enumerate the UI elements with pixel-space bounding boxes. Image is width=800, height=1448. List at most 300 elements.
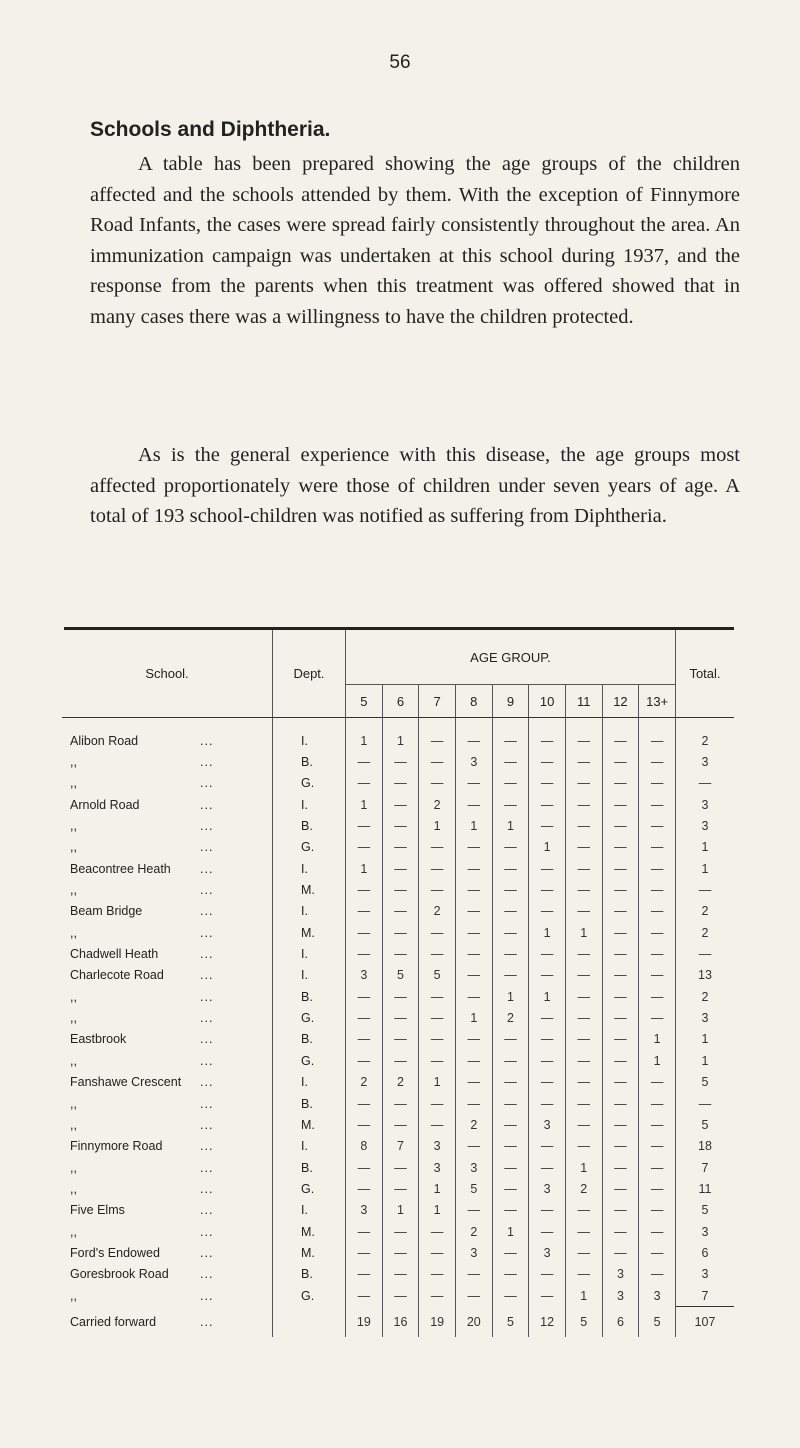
age-count-cell: — — [639, 1114, 676, 1135]
dept-cell: I. — [273, 1136, 346, 1157]
table-row — [62, 1050, 734, 1071]
dept-cell: I. — [273, 858, 346, 879]
leader-dots: ... — [200, 968, 214, 983]
age-count-cell: — — [492, 1050, 529, 1071]
age-count-cell: — — [419, 751, 456, 772]
leader-dots: ... — [200, 1160, 214, 1175]
age-count-cell: — — [455, 965, 492, 986]
age-count-cell: — — [346, 1050, 383, 1071]
footer-age-total-cell: 20 — [455, 1307, 492, 1338]
age-count-cell: — — [492, 1200, 529, 1221]
age-count-cell: — — [419, 1221, 456, 1242]
age-count-cell: — — [455, 986, 492, 1007]
age-count-cell: — — [639, 730, 676, 751]
age-count-cell: — — [346, 922, 383, 943]
footer-age-total-cell: 6 — [602, 1307, 639, 1338]
age-count-cell: 1 — [565, 1157, 602, 1178]
age-header-6: 11 — [565, 685, 602, 718]
age-count-cell: — — [529, 1136, 566, 1157]
page-number: 56 — [389, 52, 411, 73]
table-row — [62, 922, 734, 943]
total-cell: 13 — [676, 965, 735, 986]
age-count-cell: — — [602, 837, 639, 858]
age-count-cell: 1 — [419, 1178, 456, 1199]
leader-dots: ... — [200, 819, 214, 834]
age-count-cell: 1 — [346, 730, 383, 751]
footer-age-total-cell: 16 — [382, 1307, 419, 1338]
age-count-cell: — — [565, 1050, 602, 1071]
age-count-cell: — — [565, 1093, 602, 1114]
age-count-cell: — — [565, 1136, 602, 1157]
leader-dots: ... — [200, 1032, 214, 1047]
school-name: ,, — [70, 755, 77, 770]
table-row — [62, 1136, 734, 1157]
table-row — [62, 965, 734, 986]
diphtheria-table-container — [62, 627, 734, 1337]
age-count-cell: — — [419, 943, 456, 964]
age-count-cell: 2 — [492, 1007, 529, 1028]
school-name: ,, — [70, 1224, 77, 1239]
leader-dots: ... — [200, 755, 214, 770]
age-count-cell: — — [492, 1285, 529, 1307]
age-count-cell: — — [529, 751, 566, 772]
school-cell — [62, 730, 273, 751]
age-count-cell: — — [455, 922, 492, 943]
leader-dots: ... — [200, 1245, 214, 1260]
age-header-8: 13+ — [639, 685, 676, 718]
table-row — [62, 986, 734, 1007]
school-name: Beacontree Heath — [70, 861, 171, 876]
table-row — [62, 730, 734, 751]
age-count-cell: — — [602, 773, 639, 794]
age-count-cell: — — [639, 1157, 676, 1178]
age-count-cell: — — [382, 922, 419, 943]
age-count-cell: — — [602, 1050, 639, 1071]
age-count-cell: — — [639, 1200, 676, 1221]
age-count-cell: — — [346, 773, 383, 794]
leader-dots: ... — [200, 840, 214, 855]
age-count-cell: — — [602, 730, 639, 751]
age-count-cell: 3 — [455, 751, 492, 772]
total-cell: — — [676, 879, 735, 900]
dept-cell: B. — [273, 1093, 346, 1114]
school-name: Ford's Endowed — [70, 1245, 160, 1260]
age-count-cell: — — [639, 815, 676, 836]
age-count-cell: 3 — [455, 1242, 492, 1263]
footer-age-total-cell: 5 — [639, 1307, 676, 1338]
age-count-cell: 7 — [382, 1136, 419, 1157]
age-count-cell: — — [602, 751, 639, 772]
total-cell: 2 — [676, 986, 735, 1007]
age-count-cell: — — [602, 1136, 639, 1157]
age-count-cell: — — [455, 901, 492, 922]
age-count-cell: 1 — [639, 1050, 676, 1071]
age-count-cell: — — [639, 773, 676, 794]
age-count-cell: — — [419, 879, 456, 900]
footer-age-total-cell: 5 — [565, 1307, 602, 1338]
school-cell — [62, 1072, 273, 1093]
school-cell — [62, 1200, 273, 1221]
age-count-cell: — — [419, 837, 456, 858]
table-row — [62, 1264, 734, 1285]
age-count-cell: — — [565, 943, 602, 964]
age-count-cell: — — [455, 1264, 492, 1285]
age-count-cell: — — [346, 901, 383, 922]
age-count-cell: 1 — [455, 1007, 492, 1028]
age-count-cell: — — [346, 1221, 383, 1242]
section-heading: Schools and Diphtheria. — [90, 118, 331, 141]
age-count-cell: — — [565, 1007, 602, 1028]
age-count-cell: 1 — [419, 1200, 456, 1221]
age-count-cell: — — [529, 773, 566, 794]
age-count-cell: 3 — [602, 1264, 639, 1285]
age-count-cell: 1 — [565, 1285, 602, 1307]
school-cell — [62, 879, 273, 900]
dept-cell: B. — [273, 986, 346, 1007]
school-name: Chadwell Heath — [70, 947, 159, 962]
age-count-cell: 3 — [419, 1157, 456, 1178]
age-count-cell: 5 — [419, 965, 456, 986]
paragraph-1: A table has been prepared showing the age groups of the children affected and the schools attended by them. With the exception of Finnymore Road Infants, the cases were spread fairly consistently throughout the area. An immunization campaign was undertaken at this school during 1937, and the response from the parents when this treatment was offered showed that in many cases there was a willingness to have the children protected. — [90, 153, 740, 328]
age-count-cell: — — [382, 1242, 419, 1263]
school-cell — [62, 1029, 273, 1050]
total-cell: 3 — [676, 794, 735, 815]
age-count-cell: — — [492, 965, 529, 986]
age-count-cell: — — [346, 1264, 383, 1285]
table-row — [62, 773, 734, 794]
age-count-cell: — — [419, 1264, 456, 1285]
age-count-cell: — — [382, 837, 419, 858]
age-count-cell: 2 — [455, 1114, 492, 1135]
age-count-cell: — — [492, 879, 529, 900]
age-header-7: 12 — [602, 685, 639, 718]
age-count-cell: — — [455, 1093, 492, 1114]
school-cell — [62, 1136, 273, 1157]
school-cell — [62, 1050, 273, 1071]
school-name: Arnold Road — [70, 797, 140, 812]
age-count-cell: — — [382, 1285, 419, 1307]
leader-dots: ... — [200, 883, 214, 898]
age-count-cell: 3 — [346, 965, 383, 986]
age-count-cell: — — [492, 730, 529, 751]
age-count-cell: — — [602, 1007, 639, 1028]
school-name: ,, — [70, 776, 77, 791]
age-count-cell: — — [639, 879, 676, 900]
leader-dots: ... — [200, 989, 214, 1004]
age-count-cell: — — [455, 1072, 492, 1093]
age-count-cell: — — [346, 837, 383, 858]
table-row — [62, 815, 734, 836]
age-count-cell: — — [382, 815, 419, 836]
age-count-cell: — — [382, 879, 419, 900]
age-count-cell: — — [565, 794, 602, 815]
dept-cell: I. — [273, 1072, 346, 1093]
dept-cell: M. — [273, 1242, 346, 1263]
school-name: ,, — [70, 1053, 77, 1068]
age-count-cell: — — [529, 1050, 566, 1071]
age-count-cell: 1 — [639, 1029, 676, 1050]
age-count-cell: 1 — [492, 1221, 529, 1242]
age-count-cell: — — [346, 943, 383, 964]
age-count-cell: 1 — [419, 815, 456, 836]
age-count-cell: — — [529, 879, 566, 900]
age-count-cell: — — [492, 751, 529, 772]
dept-cell: G. — [273, 837, 346, 858]
leader-dots: ... — [200, 947, 214, 962]
age-count-cell: — — [529, 1200, 566, 1221]
age-count-cell: — — [639, 1221, 676, 1242]
total-cell: 1 — [676, 1050, 735, 1071]
total-cell: 3 — [676, 751, 735, 772]
table-row — [62, 1221, 734, 1242]
table-row — [62, 751, 734, 772]
age-count-cell: — — [419, 1007, 456, 1028]
age-count-cell: — — [492, 858, 529, 879]
age-count-cell: — — [382, 1114, 419, 1135]
age-count-cell: 3 — [639, 1285, 676, 1307]
age-count-cell: 3 — [455, 1157, 492, 1178]
total-cell: 11 — [676, 1178, 735, 1199]
age-count-cell: — — [419, 986, 456, 1007]
age-count-cell: 3 — [602, 1285, 639, 1307]
age-count-cell: — — [419, 1285, 456, 1307]
total-cell: 6 — [676, 1242, 735, 1263]
age-count-cell: — — [565, 858, 602, 879]
age-count-cell: — — [565, 837, 602, 858]
age-count-cell: — — [419, 1093, 456, 1114]
age-count-cell: — — [602, 901, 639, 922]
age-count-cell: — — [565, 1072, 602, 1093]
age-count-cell: — — [565, 773, 602, 794]
age-count-cell: — — [382, 1029, 419, 1050]
age-count-cell: — — [382, 1264, 419, 1285]
age-count-cell: — — [492, 943, 529, 964]
age-count-cell: — — [529, 1007, 566, 1028]
age-count-cell: — — [602, 965, 639, 986]
total-cell: 7 — [676, 1285, 735, 1307]
age-count-cell: — — [529, 858, 566, 879]
age-count-cell: — — [346, 1157, 383, 1178]
footer-age-total-cell: 19 — [346, 1307, 383, 1338]
age-count-cell: — — [492, 1157, 529, 1178]
age-count-cell: 1 — [492, 986, 529, 1007]
total-cell: 2 — [676, 730, 735, 751]
age-count-cell: 1 — [382, 1200, 419, 1221]
age-count-cell: — — [492, 1029, 529, 1050]
school-cell — [62, 1242, 273, 1263]
age-count-cell: — — [382, 1157, 419, 1178]
age-count-cell: — — [529, 1221, 566, 1242]
age-count-cell: — — [602, 1114, 639, 1135]
age-count-cell: 2 — [382, 1072, 419, 1093]
dept-cell: G. — [273, 1285, 346, 1307]
school-cell — [62, 1264, 273, 1285]
age-count-cell: 1 — [346, 858, 383, 879]
dept-cell: I. — [273, 943, 346, 964]
school-name: Alibon Road — [70, 733, 139, 748]
table-row — [62, 943, 734, 964]
total-column-header: Total. — [676, 630, 735, 718]
school-cell — [62, 751, 273, 772]
age-count-cell: — — [565, 1242, 602, 1263]
age-count-cell: — — [382, 986, 419, 1007]
age-count-cell: — — [455, 1285, 492, 1307]
age-count-cell: — — [602, 1200, 639, 1221]
footer-age-total-cell: 12 — [529, 1307, 566, 1338]
school-name: ,, — [70, 1160, 77, 1175]
dept-cell: G. — [273, 773, 346, 794]
total-cell: — — [676, 773, 735, 794]
school-name: Eastbrook — [70, 1032, 127, 1047]
school-name: ,, — [70, 1096, 77, 1111]
total-cell: — — [676, 1093, 735, 1114]
dept-cell: I. — [273, 965, 346, 986]
school-cell — [62, 1178, 273, 1199]
age-count-cell: — — [639, 858, 676, 879]
dept-cell: B. — [273, 1264, 346, 1285]
age-count-cell: 1 — [529, 986, 566, 1007]
school-name: ,, — [70, 883, 77, 898]
age-count-cell: — — [639, 1007, 676, 1028]
age-count-cell: — — [565, 751, 602, 772]
age-count-cell: — — [639, 1264, 676, 1285]
school-cell — [62, 986, 273, 1007]
age-count-cell: — — [492, 901, 529, 922]
school-cell — [62, 1157, 273, 1178]
age-count-cell: — — [565, 901, 602, 922]
age-count-cell: — — [455, 837, 492, 858]
school-cell — [62, 773, 273, 794]
dept-cell: M. — [273, 922, 346, 943]
age-count-cell: — — [346, 1285, 383, 1307]
age-count-cell: — — [602, 922, 639, 943]
age-count-cell: — — [492, 1264, 529, 1285]
age-count-cell: — — [529, 1072, 566, 1093]
age-count-cell: — — [419, 1114, 456, 1135]
age-count-cell: — — [602, 1178, 639, 1199]
age-count-cell: — — [639, 986, 676, 1007]
footer-age-total-cell: 5 — [492, 1307, 529, 1338]
age-count-cell: — — [565, 1114, 602, 1135]
paragraph-2: As is the general experience with this disease, the age groups most affected proportionately were those of children under seven years of age. A total of 193 school-children was notified as suffering from Diphtheria. — [90, 444, 740, 527]
total-cell: 5 — [676, 1200, 735, 1221]
age-count-cell: — — [565, 965, 602, 986]
age-count-cell: — — [602, 1093, 639, 1114]
table-row — [62, 879, 734, 900]
age-count-cell: — — [382, 1178, 419, 1199]
age-header-5: 10 — [529, 685, 566, 718]
age-count-cell: — — [455, 858, 492, 879]
age-count-cell: — — [346, 751, 383, 772]
leader-dots: ... — [200, 1117, 214, 1132]
age-count-cell: — — [639, 1178, 676, 1199]
leader-dots: ... — [200, 1267, 214, 1282]
table-row — [62, 1157, 734, 1178]
age-count-cell: — — [529, 1093, 566, 1114]
age-count-cell: — — [455, 1029, 492, 1050]
leader-dots: ... — [200, 1011, 214, 1026]
dept-column-header: Dept. — [273, 630, 346, 718]
table-row — [62, 1285, 734, 1307]
leader-dots: ... — [200, 1203, 214, 1218]
age-count-cell: — — [529, 901, 566, 922]
leader-dots: ... — [200, 904, 214, 919]
table-row — [62, 1029, 734, 1050]
age-header-0: 5 — [346, 685, 383, 718]
age-count-cell: — — [529, 794, 566, 815]
table-row — [62, 1114, 734, 1135]
age-count-cell: — — [455, 943, 492, 964]
age-count-cell: — — [492, 794, 529, 815]
leader-dots: ... — [200, 861, 214, 876]
age-count-cell: — — [492, 1114, 529, 1135]
dept-cell: G. — [273, 1178, 346, 1199]
table-row — [62, 837, 734, 858]
dept-cell: M. — [273, 1114, 346, 1135]
leader-dots: ... — [200, 1096, 214, 1111]
age-count-cell: — — [602, 879, 639, 900]
carried-forward-row — [62, 1307, 734, 1338]
total-cell: 1 — [676, 837, 735, 858]
school-cell — [62, 794, 273, 815]
age-count-cell: — — [602, 794, 639, 815]
age-count-cell: — — [492, 773, 529, 794]
age-count-cell: — — [492, 837, 529, 858]
age-count-cell: — — [602, 815, 639, 836]
total-cell: 1 — [676, 1029, 735, 1050]
age-count-cell: — — [346, 1029, 383, 1050]
leader-dots: ... — [200, 1053, 214, 1068]
age-count-cell: — — [382, 901, 419, 922]
age-header-1: 6 — [382, 685, 419, 718]
leader-dots: ... — [200, 1315, 214, 1330]
age-count-cell: — — [639, 1136, 676, 1157]
age-count-cell: — — [419, 1029, 456, 1050]
leader-dots: ... — [200, 1224, 214, 1239]
school-name: ,, — [70, 925, 77, 940]
carried-forward-label: Carried forward — [70, 1315, 157, 1330]
age-count-cell: 1 — [492, 815, 529, 836]
age-count-cell: — — [602, 1072, 639, 1093]
age-count-cell: 2 — [419, 794, 456, 815]
age-count-cell: — — [639, 837, 676, 858]
age-count-cell: — — [492, 922, 529, 943]
age-count-cell: — — [565, 986, 602, 1007]
age-count-cell: — — [529, 1285, 566, 1307]
leader-dots: ... — [200, 797, 214, 812]
school-cell — [62, 858, 273, 879]
table-row — [62, 1178, 734, 1199]
table-row — [62, 901, 734, 922]
school-cell — [62, 1007, 273, 1028]
age-count-cell: — — [529, 815, 566, 836]
total-cell: 2 — [676, 901, 735, 922]
age-count-cell: — — [382, 751, 419, 772]
age-count-cell: — — [455, 1050, 492, 1071]
age-count-cell: 1 — [529, 922, 566, 943]
age-count-cell: 1 — [346, 794, 383, 815]
age-count-cell: — — [529, 1264, 566, 1285]
school-cell — [62, 965, 273, 986]
age-count-cell: — — [455, 1200, 492, 1221]
age-group-header: AGE GROUP. — [346, 630, 676, 685]
age-count-cell: — — [382, 1093, 419, 1114]
dept-cell: M. — [273, 879, 346, 900]
age-count-cell: — — [455, 773, 492, 794]
school-cell — [62, 943, 273, 964]
age-count-cell: — — [639, 1242, 676, 1263]
total-cell: 3 — [676, 815, 735, 836]
